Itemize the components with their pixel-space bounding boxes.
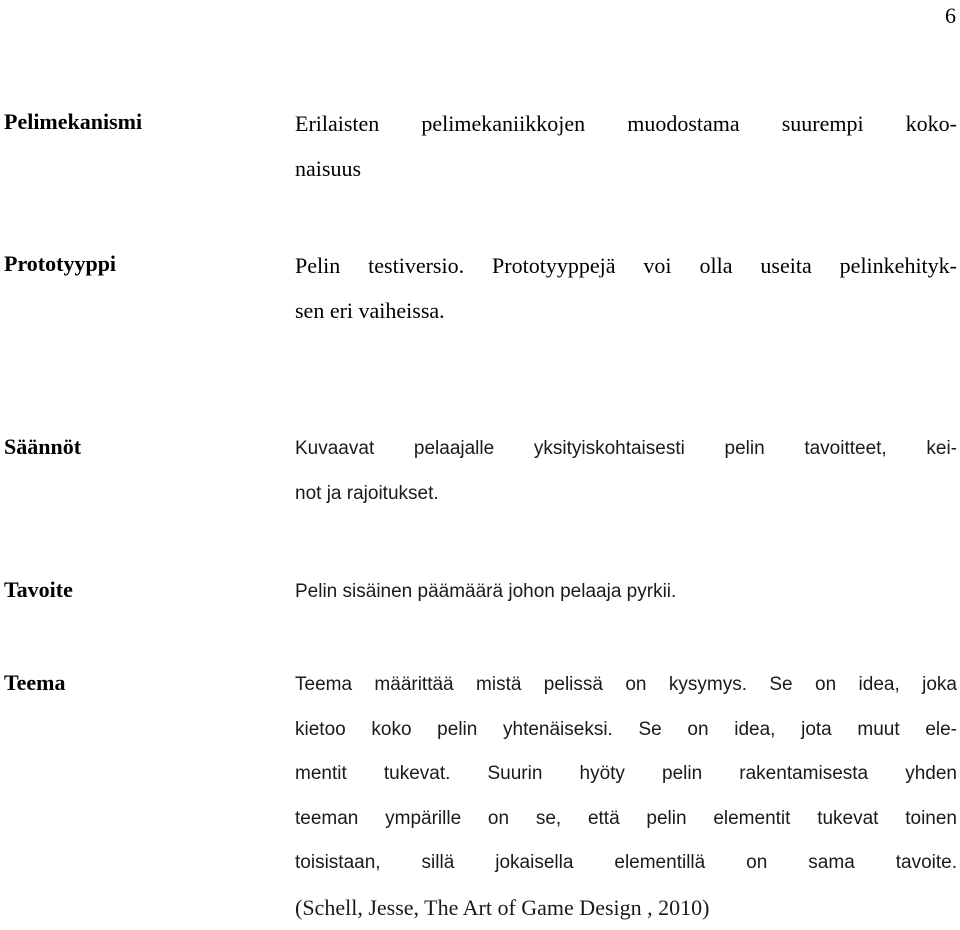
glossary-definition <box>295 427 957 516</box>
glossary-term: Prototyyppi <box>4 250 116 278</box>
definition-citation: (Schell, Jesse, The Art of Game Design , 2010) <box>295 886 957 930</box>
glossary-definition <box>295 570 957 615</box>
definition-line: Kuvaavat pelaajalle yksityiskohtaisesti pelin tavoitteet, kei- <box>295 427 957 472</box>
definition-line: mentit tukevat. Suurin hyöty pelin rakentamisesta yhden <box>295 752 957 797</box>
page-number: 6 <box>945 2 956 30</box>
definition-line: not ja rajoitukset. <box>295 472 957 517</box>
definition-line: Teema määrittää mistä pelissä on kysymys. Se on idea, joka <box>295 663 957 708</box>
glossary-definition <box>295 244 957 333</box>
definition-line: Pelin testiversio. Prototyyppejä voi olla useita pelinkehityk- <box>295 244 957 289</box>
definition-line: Erilaisten pelimekaniikkojen muodostama suurempi koko- <box>295 102 957 147</box>
glossary-definition <box>295 663 957 930</box>
glossary-term: Säännöt <box>4 433 81 461</box>
definition-line: toisistaan, sillä jokaisella elementillä on sama tavoite. <box>295 841 957 886</box>
definition-line: teeman ympärille on se, että pelin elementit tukevat toinen <box>295 797 957 842</box>
definition-line: sen eri vaiheissa. <box>295 289 957 334</box>
glossary-term: Teema <box>4 669 66 697</box>
definition-line: kietoo koko pelin yhtenäiseksi. Se on idea, jota muut ele- <box>295 708 957 753</box>
glossary-term: Tavoite <box>4 576 73 604</box>
definition-line: Pelin sisäinen päämäärä johon pelaaja pyrkii. <box>295 570 957 615</box>
glossary-definition <box>295 102 957 191</box>
glossary-term: Pelimekanismi <box>4 108 142 136</box>
definition-line: naisuus <box>295 147 957 192</box>
